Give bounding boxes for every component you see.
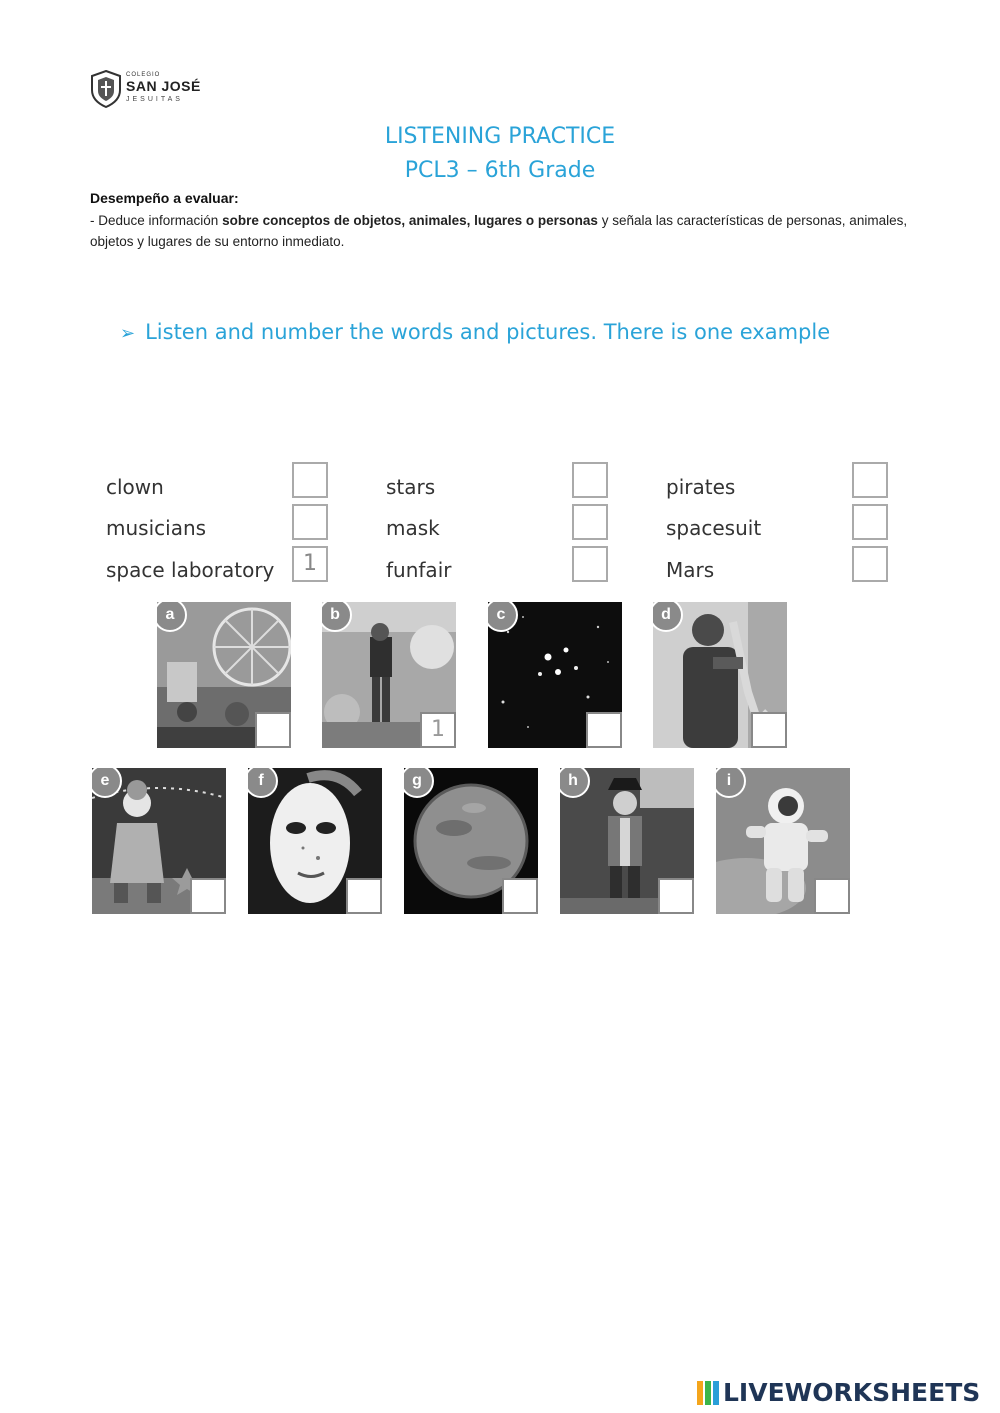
picture-answer-box[interactable] xyxy=(346,878,382,914)
picture-letter: g xyxy=(404,768,434,798)
word-answer-box[interactable]: 1 xyxy=(292,546,328,582)
brand-text: LIVEWORKSHEETS xyxy=(723,1378,981,1407)
picture-answer-box[interactable] xyxy=(586,712,622,748)
page-title: LISTENING PRACTICE xyxy=(384,124,616,149)
word-label: musicians xyxy=(106,516,207,540)
word-answer-box[interactable] xyxy=(572,504,608,540)
picture-letter: i xyxy=(716,768,746,798)
picture-letter: h xyxy=(560,768,590,798)
liveworksheets-logo-icon xyxy=(697,1381,719,1405)
picture-space-laboratory xyxy=(322,602,456,748)
instruction xyxy=(120,320,830,344)
desempeno-label: Desempeño a evaluar: xyxy=(90,190,239,206)
desempeno-text-bold: sobre conceptos de objetos, animales, lugares o personas xyxy=(222,213,598,228)
picture-letter: f xyxy=(248,768,278,798)
word-answer-box[interactable] xyxy=(572,462,608,498)
word-label: pirates xyxy=(666,475,736,499)
word-answer-box[interactable] xyxy=(572,546,608,582)
picture-funfair xyxy=(157,602,291,748)
picture-letter: e xyxy=(92,768,122,798)
school-logo xyxy=(90,70,210,112)
word-label: funfair xyxy=(386,558,452,582)
word-label: clown xyxy=(106,475,164,499)
logo-subtitle: JESUITAS xyxy=(126,96,183,103)
word-answer-box[interactable] xyxy=(852,546,888,582)
logo-small-text: COLEGIO xyxy=(126,72,161,78)
word-answer-box[interactable] xyxy=(292,504,328,540)
picture-answer-box[interactable]: 1 xyxy=(420,712,456,748)
picture-spacesuit xyxy=(716,768,850,914)
arrow-bullet-icon: ➢ xyxy=(120,323,136,344)
picture-mars xyxy=(404,768,538,914)
picture-letter: a xyxy=(157,602,187,632)
picture-answer-box[interactable] xyxy=(658,878,694,914)
picture-answer-box[interactable] xyxy=(751,712,787,748)
picture-letter: c xyxy=(488,602,518,632)
word-answer-box[interactable] xyxy=(852,504,888,540)
desempeno-text-after: y señala las características de personas, animales, objetos y lugares de su entorno inmediato. xyxy=(90,213,908,249)
picture-mask xyxy=(248,768,382,914)
instruction-text: Listen and number the words and pictures. There is one example xyxy=(145,320,831,344)
word-label: space laboratory xyxy=(106,558,275,582)
word-label: Mars xyxy=(666,558,715,582)
desempeno-text xyxy=(90,210,920,252)
word-label: mask xyxy=(386,516,440,540)
picture-pirate xyxy=(560,768,694,914)
picture-letter: d xyxy=(653,602,683,632)
word-answer-box[interactable] xyxy=(852,462,888,498)
shield-icon xyxy=(90,70,122,108)
desempeno-text-before: - Deduce información xyxy=(90,213,223,228)
logo-name: SAN JOSÉ xyxy=(126,78,201,94)
picture-answer-box[interactable] xyxy=(255,712,291,748)
picture-answer-box[interactable] xyxy=(502,878,538,914)
word-label: spacesuit xyxy=(666,516,762,540)
picture-letter: b xyxy=(322,602,352,632)
picture-answer-box[interactable] xyxy=(190,878,226,914)
picture-clown xyxy=(92,768,226,914)
picture-musician xyxy=(653,602,787,748)
picture-answer-box[interactable] xyxy=(814,878,850,914)
word-answer-box[interactable] xyxy=(292,462,328,498)
page-subtitle: PCL3 – 6th Grade xyxy=(404,158,596,183)
picture-stars xyxy=(488,602,622,748)
word-label: stars xyxy=(386,475,436,499)
